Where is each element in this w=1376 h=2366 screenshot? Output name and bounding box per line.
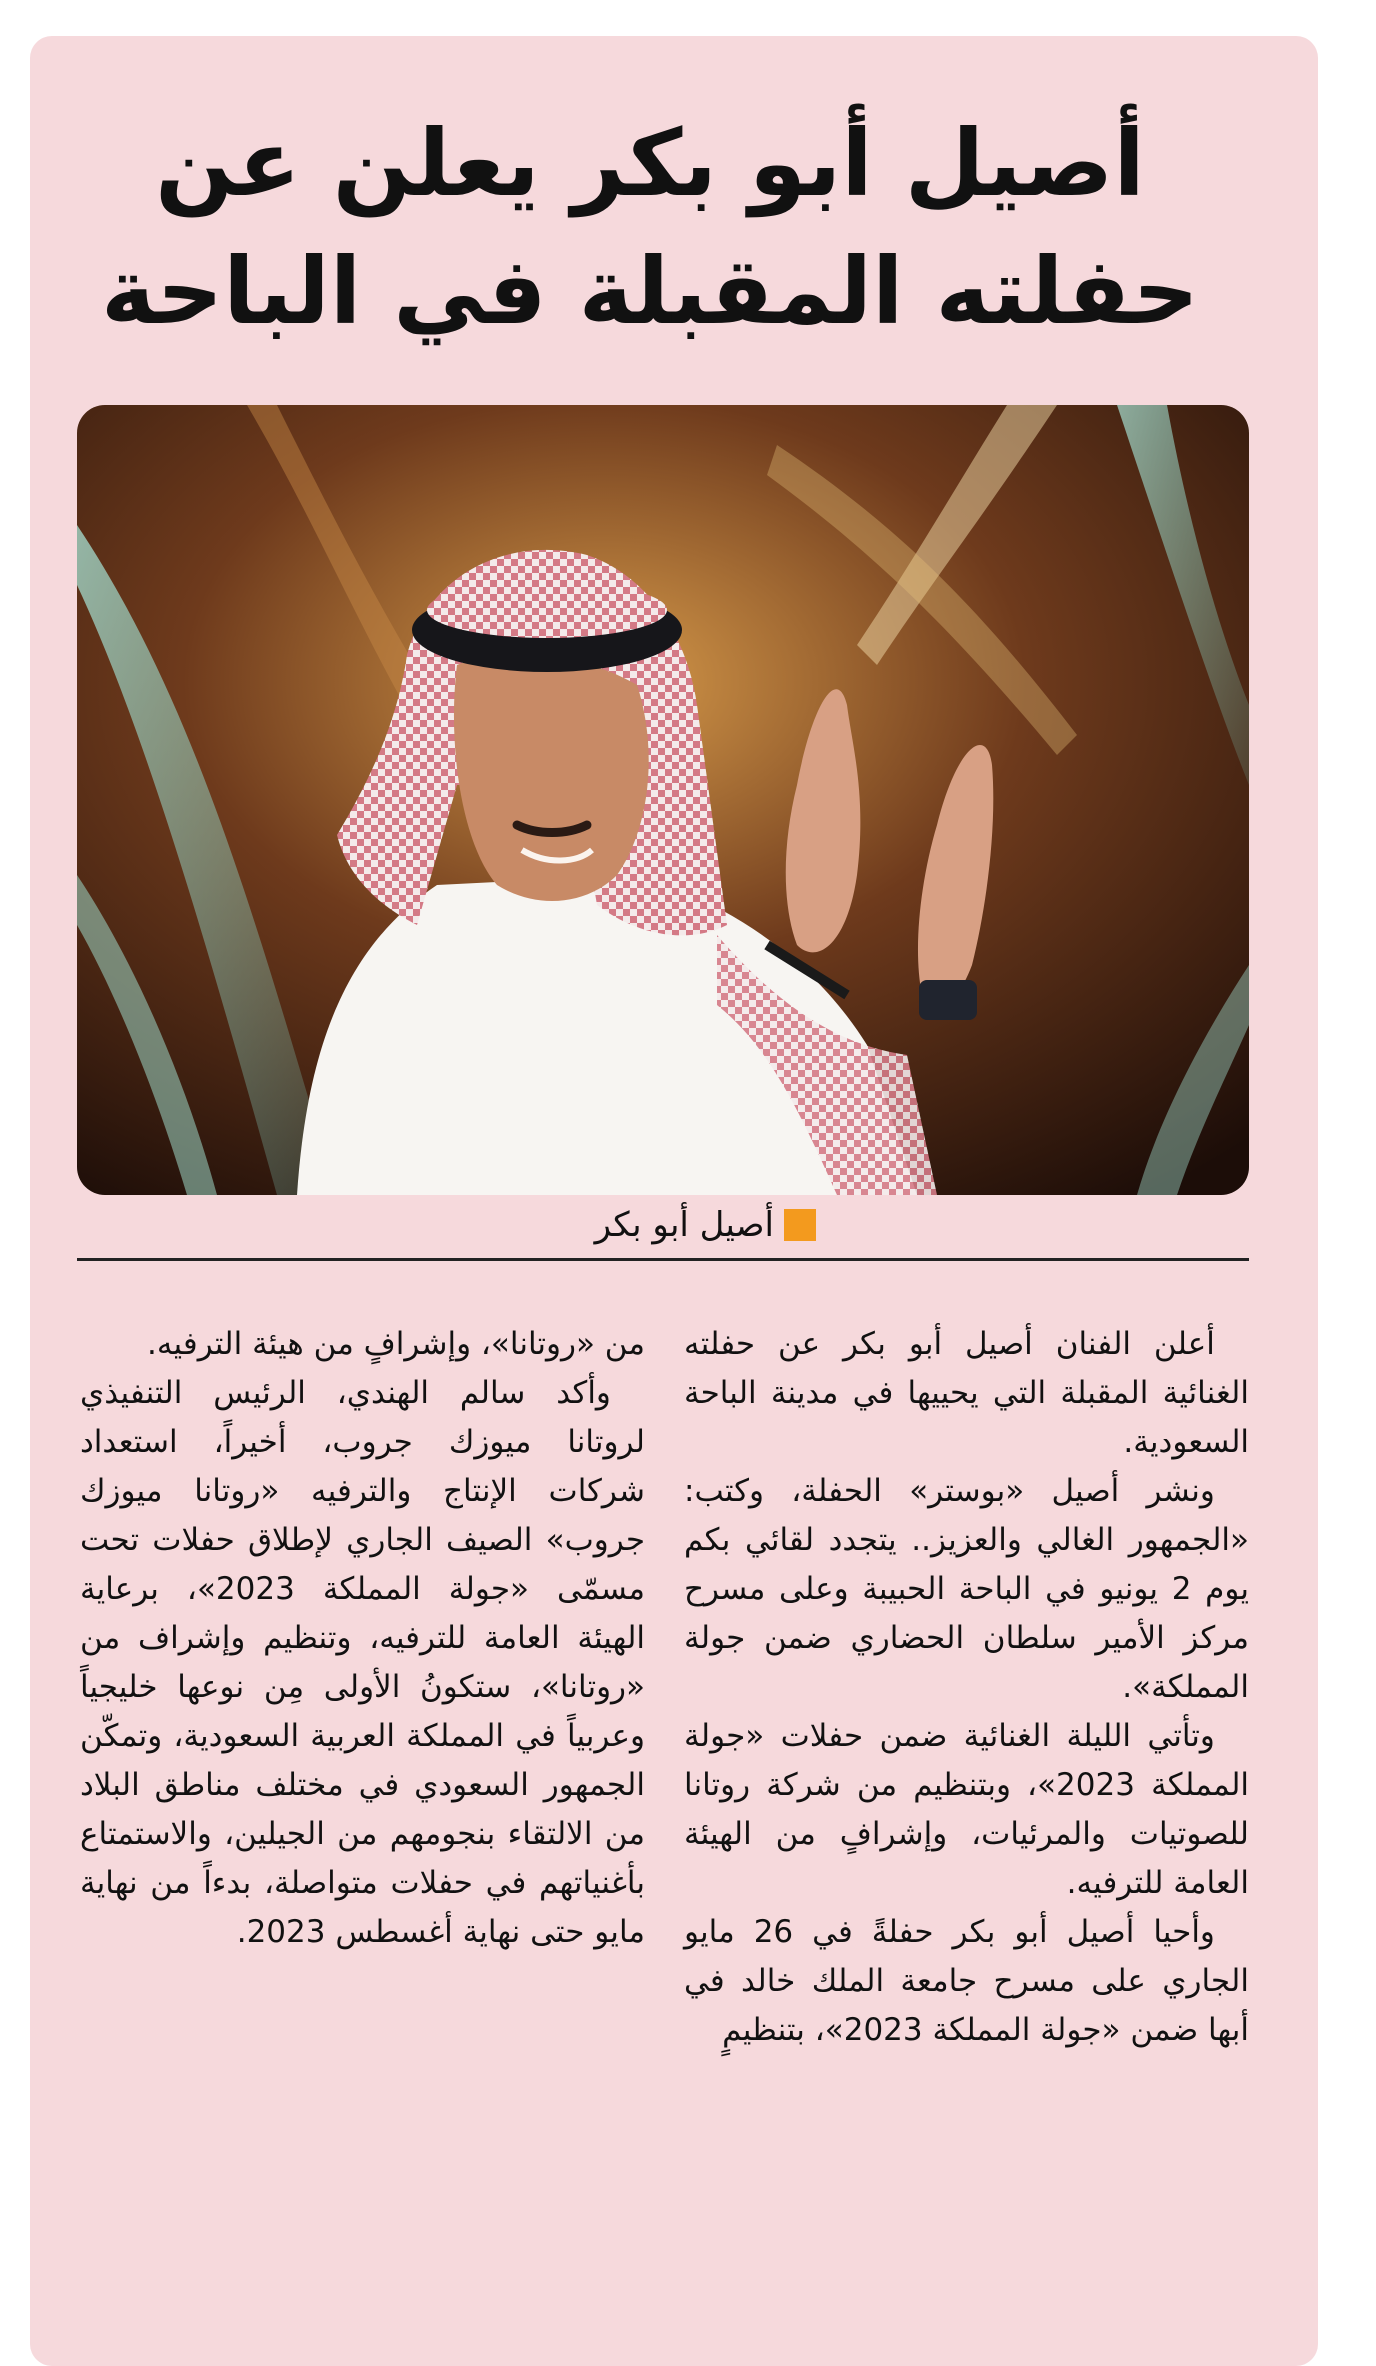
paragraph: أعلن الفنان أصيل أبو بكر عن حفلته الغنائية المقبلة التي يحييها في مدينة الباحة السعودية.	[684, 1326, 1249, 1460]
photo-caption-text: أصيل أبو بكر	[594, 1205, 774, 1245]
article-headline: أصيل أبو بكر يعلن عن حفلته المقبلة في الباحة	[101, 110, 1199, 345]
orange-square-bullet-icon	[784, 1209, 816, 1241]
paragraph: وأكد سالم الهندي، الرئيس التنفيذي لروتانا ميوزك جروب، أخيراً، استعداد شركات الإنتاج والترفيه «روتانا ميوزك جروب» الصيف الجاري لإطلاق حفلات تحت مسمّى «جولة المملكة 2023»، برعاية الهيئة العامة للترفيه، وتنظيم وإشراف من «روتانا»، ستكونُ الأولى مِن نوعها خليجياً وعربياً في المملكة العربية السعودية، وتمكّن الجمهور السعودي في مختلف مناطق البلاد من الالتقاء بنجومهم من الجيلين، والاستمتاع بأغنياتهم في حفلات متواصلة، بدءاً من نهاية مايو حتى نهاية أغسطس 2023.	[80, 1375, 646, 1950]
article-column-right	[684, 1320, 1249, 2055]
paragraph: وتأتي الليلة الغنائية ضمن حفلات «جولة المملكة 2023»، وبتنظيم من شركة روتانا للصوتيات والمرئيات، وإشرافٍ من الهيئة العامة للترفيه.	[684, 1718, 1250, 1901]
singer-photo-illustration	[77, 405, 1249, 1195]
caption-divider	[77, 1258, 1249, 1261]
photo-caption	[595, 1205, 816, 1245]
paragraph-continuation: من «روتانا»، وإشرافٍ من هيئة الترفيه.	[147, 1326, 645, 1362]
paragraph: ونشر أصيل «بوستر» الحفلة، وكتب: «الجمهور الغالي والعزيز.. يتجدد لقائي بكم يوم 2 يونيو في الباحة الحبيبة وعلى مسرح مركز الأمير سلطان الحضاري ضمن جولة المملكة».	[684, 1473, 1249, 1705]
article-column-left	[80, 1320, 645, 1957]
paragraph: وأحيا أصيل أبو بكر حفلةً في 26 مايو الجاري على مسرح جامعة الملك خالد في أبها ضمن «جولة المملكة 2023»، بتنظيمٍ	[684, 1914, 1249, 2048]
article-photo	[77, 405, 1249, 1195]
